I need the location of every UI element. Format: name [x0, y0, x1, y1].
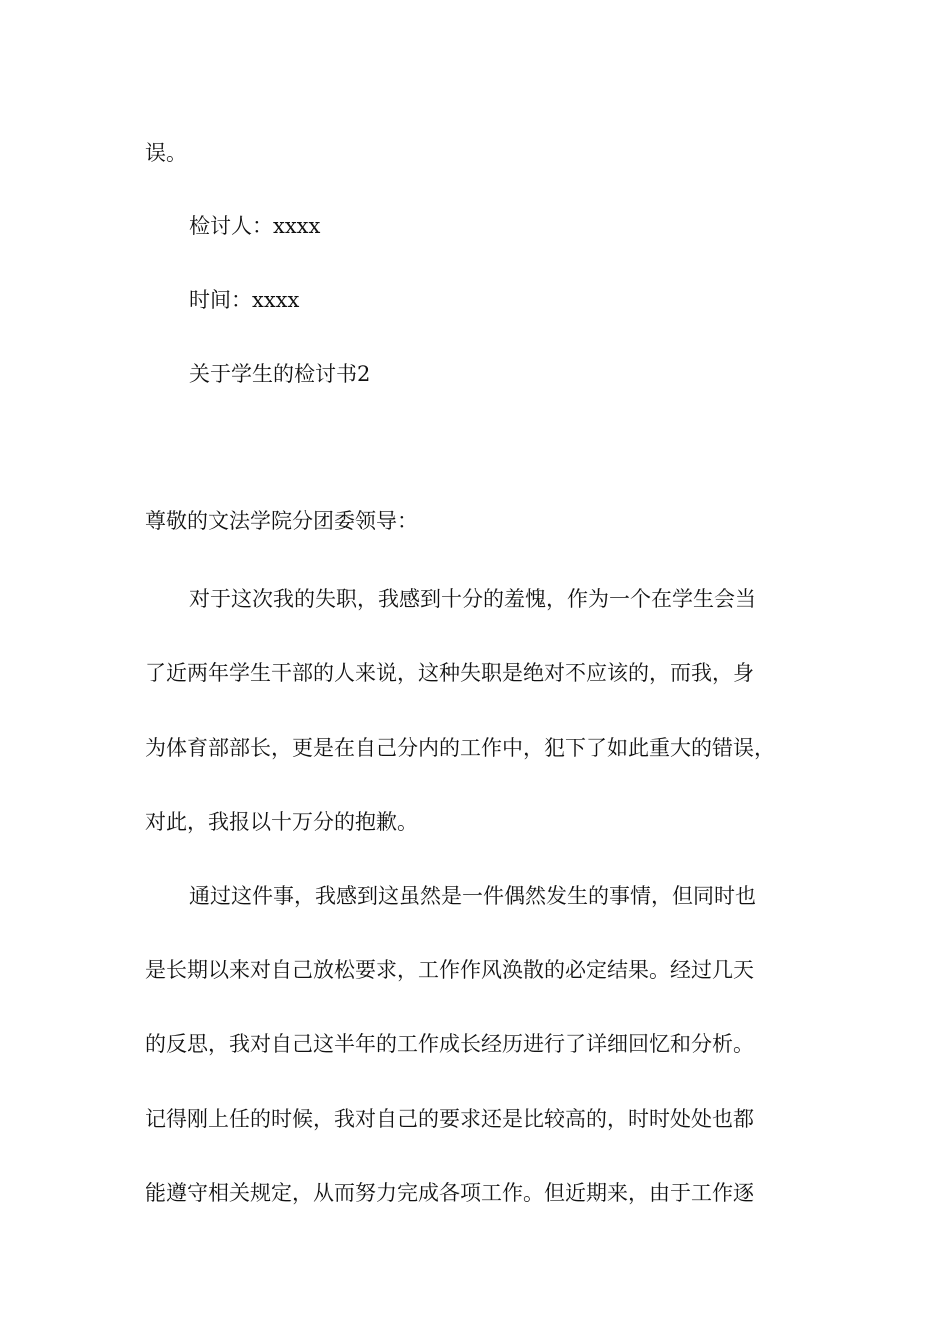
- paragraph-line: 的反思，我对自己这半年的工作成长经历进行了详细回忆和分析。: [145, 1032, 754, 1056]
- paragraph-line: 通过这件事，我感到这虽然是一件偶然发生的事情，但同时也: [189, 884, 756, 908]
- paragraph-line: 对于这次我的失职，我感到十分的羞愧，作为一个在学生会当: [189, 587, 756, 611]
- date-line: 时间：xxxx: [189, 288, 300, 312]
- paragraph-line: 记得刚上任的时候，我对自己的要求还是比较高的，时时处处也都: [145, 1107, 754, 1131]
- paragraph-line: 能遵守相关规定，从而努力完成各项工作。但近期来，由于工作逐: [145, 1181, 754, 1205]
- paragraph-line: 是长期以来对自己放松要求，工作作风涣散的必定结果。经过几天: [145, 958, 754, 982]
- text-line: 误。: [145, 141, 187, 165]
- paragraph-line: 对此，我报以十万分的抱歉。: [145, 810, 418, 834]
- signature-line: 检讨人：xxxx: [189, 214, 321, 238]
- section-title: 关于学生的检讨书2: [189, 362, 371, 386]
- salutation: 尊敬的文法学院分团委领导：: [145, 509, 418, 533]
- paragraph-line: 了近两年学生干部的人来说，这种失职是绝对不应该的，而我，身: [145, 661, 754, 685]
- paragraph-line: 为体育部部长，更是在自己分内的工作中，犯下了如此重大的错误，: [145, 736, 775, 760]
